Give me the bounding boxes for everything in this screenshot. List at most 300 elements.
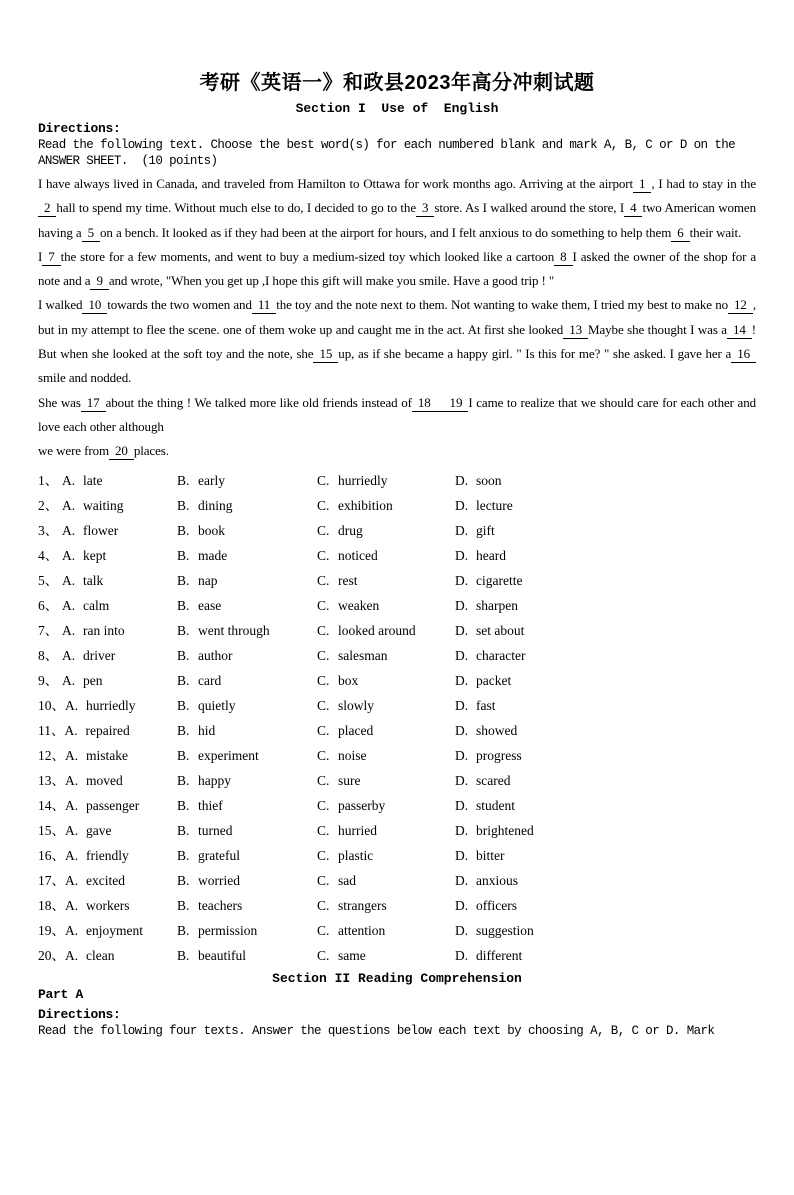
option-d bbox=[455, 843, 505, 868]
cloze-blank: 3 bbox=[416, 199, 434, 217]
option-text: bitter bbox=[476, 847, 505, 863]
option-text: grateful bbox=[198, 847, 240, 863]
option-c bbox=[317, 493, 393, 518]
passage-text: and wrote, "When you get up ,I hope this gift will make you smile. Have a good trip ! " bbox=[108, 273, 555, 289]
cloze-blank: 1 bbox=[633, 175, 651, 193]
option-letter: D. bbox=[455, 822, 469, 838]
option-d bbox=[455, 943, 522, 968]
option-letter: D. bbox=[455, 522, 469, 538]
option-c bbox=[317, 743, 367, 768]
question-row bbox=[38, 493, 756, 518]
cloze-blank: 14 bbox=[727, 321, 752, 339]
option-a bbox=[65, 793, 139, 818]
question-row bbox=[38, 893, 756, 918]
option-a bbox=[65, 818, 111, 843]
question-number: 3、 bbox=[38, 522, 59, 538]
question-row bbox=[38, 818, 756, 843]
option-a bbox=[62, 468, 103, 493]
option-text: turned bbox=[198, 822, 233, 838]
option-letter: D. bbox=[455, 897, 469, 913]
option-letter: D. bbox=[455, 797, 469, 813]
option-letter: C. bbox=[317, 947, 330, 963]
option-text: rest bbox=[338, 572, 358, 588]
option-letter: D. bbox=[455, 597, 469, 613]
option-text: teachers bbox=[198, 897, 243, 913]
option-letter: C. bbox=[317, 672, 330, 688]
option-letter: B. bbox=[177, 947, 190, 963]
question-row bbox=[38, 643, 756, 668]
option-b bbox=[177, 818, 233, 843]
option-letter: C. bbox=[317, 922, 330, 938]
question-row bbox=[38, 868, 756, 893]
option-letter: A. bbox=[62, 522, 76, 538]
question-row bbox=[38, 693, 756, 718]
passage-text: I bbox=[38, 248, 43, 264]
option-letter: D. bbox=[455, 747, 469, 763]
option-text: character bbox=[476, 647, 526, 663]
option-letter: C. bbox=[317, 572, 330, 588]
question-number: 11、 bbox=[38, 722, 65, 738]
option-letter: A. bbox=[62, 497, 76, 513]
option-d bbox=[455, 768, 510, 793]
option-c bbox=[317, 643, 388, 668]
option-a bbox=[65, 693, 136, 718]
question-number: 7、 bbox=[38, 622, 59, 638]
section2-directions-label: Directions: bbox=[38, 1006, 121, 1022]
passage-text: we were from bbox=[38, 443, 109, 459]
option-letter: D. bbox=[455, 647, 469, 663]
option-text: drug bbox=[338, 522, 363, 538]
option-letter: D. bbox=[455, 497, 469, 513]
option-text: exhibition bbox=[338, 497, 393, 513]
question-row bbox=[38, 918, 756, 943]
option-text: clean bbox=[86, 947, 115, 963]
cloze-blank: 4 bbox=[624, 199, 642, 217]
option-b bbox=[177, 643, 233, 668]
option-letter: B. bbox=[177, 797, 190, 813]
question-number: 17、 bbox=[38, 872, 65, 888]
question-number: 4、 bbox=[38, 547, 59, 563]
cloze-blank: 8 bbox=[554, 248, 572, 266]
option-letter: B. bbox=[177, 847, 190, 863]
option-letter: A. bbox=[65, 822, 79, 838]
option-text: flower bbox=[83, 522, 119, 538]
option-a bbox=[65, 743, 128, 768]
passage-paragraph bbox=[38, 439, 756, 463]
option-text: sad bbox=[338, 872, 356, 888]
option-letter: B. bbox=[177, 547, 190, 563]
option-c bbox=[317, 618, 416, 643]
option-a bbox=[62, 643, 115, 668]
option-text: placed bbox=[338, 722, 374, 738]
option-text: enjoyment bbox=[86, 922, 143, 938]
question-number: 5、 bbox=[38, 572, 59, 588]
question-row bbox=[38, 593, 756, 618]
option-letter: C. bbox=[317, 622, 330, 638]
option-letter: C. bbox=[317, 722, 330, 738]
option-b bbox=[177, 843, 240, 868]
cloze-blank: 15 bbox=[313, 345, 338, 363]
option-d bbox=[455, 493, 513, 518]
option-c bbox=[317, 593, 379, 618]
option-d bbox=[455, 893, 517, 918]
option-letter: A. bbox=[62, 547, 76, 563]
option-letter: B. bbox=[177, 747, 190, 763]
option-d bbox=[455, 743, 522, 768]
passage-text: , but in my attempt to flee the scene. one of them woke up and caught me in the act. At first she looked bbox=[38, 297, 756, 337]
option-text: calm bbox=[83, 597, 110, 613]
question-row bbox=[38, 518, 756, 543]
option-c bbox=[317, 668, 358, 693]
option-letter: A. bbox=[62, 647, 76, 663]
section2-part-label: Part A bbox=[38, 986, 84, 1002]
option-text: experiment bbox=[198, 747, 259, 763]
option-text: noticed bbox=[338, 547, 378, 563]
option-text: sharpen bbox=[476, 597, 518, 613]
option-text: student bbox=[476, 797, 515, 813]
option-letter: C. bbox=[317, 747, 330, 763]
cloze-blank: 17 bbox=[81, 394, 106, 412]
question-number: 14、 bbox=[38, 797, 65, 813]
option-text: brightened bbox=[476, 822, 534, 838]
question-row bbox=[38, 768, 756, 793]
question-number: 2、 bbox=[38, 497, 59, 513]
section2-directions-line1: Read the following four texts. Answer the questions below each text by choosing A, B, C or D. Mark bbox=[38, 1023, 715, 1038]
option-text: dining bbox=[198, 497, 233, 513]
option-text: noise bbox=[338, 747, 367, 763]
exam-document bbox=[0, 72, 794, 1195]
option-letter: C. bbox=[317, 597, 330, 613]
option-letter: A. bbox=[65, 947, 79, 963]
option-a bbox=[65, 918, 143, 943]
options-grid bbox=[38, 468, 756, 968]
section1-directions-line1: Read the following text. Choose the best word(s) for each numbered blank and mark A, B, C or D on the bbox=[38, 138, 736, 152]
option-b bbox=[177, 468, 225, 493]
option-letter: D. bbox=[455, 572, 469, 588]
option-letter: D. bbox=[455, 847, 469, 863]
option-text: set about bbox=[476, 622, 525, 638]
section1-directions-line2: ANSWER SHEET. (10 points) bbox=[38, 154, 218, 168]
passage-text: Maybe she thought I was a bbox=[588, 321, 727, 337]
passage-text: store. As I walked around the store, I bbox=[434, 200, 625, 216]
option-text: went through bbox=[198, 622, 270, 638]
question-row bbox=[38, 468, 756, 493]
question-row bbox=[38, 668, 756, 693]
question-number: 10、 bbox=[38, 697, 65, 713]
option-letter: B. bbox=[177, 622, 190, 638]
option-b bbox=[177, 718, 215, 743]
passage-paragraph bbox=[38, 172, 756, 245]
option-a bbox=[65, 868, 125, 893]
option-b bbox=[177, 943, 246, 968]
option-d bbox=[455, 568, 522, 593]
option-letter: C. bbox=[317, 497, 330, 513]
option-text: waiting bbox=[83, 497, 124, 513]
option-d bbox=[455, 543, 506, 568]
option-a bbox=[65, 843, 129, 868]
option-text: attention bbox=[338, 922, 386, 938]
option-text: hurriedly bbox=[338, 472, 388, 488]
option-letter: B. bbox=[177, 672, 190, 688]
option-text: worried bbox=[198, 872, 240, 888]
option-d bbox=[455, 468, 502, 493]
option-a bbox=[62, 668, 103, 693]
option-text: sure bbox=[338, 772, 361, 788]
option-letter: A. bbox=[62, 597, 76, 613]
option-text: workers bbox=[86, 897, 130, 913]
question-number: 1、 bbox=[38, 472, 59, 488]
question-number: 16、 bbox=[38, 847, 65, 863]
option-letter: B. bbox=[177, 897, 190, 913]
option-text: heard bbox=[476, 547, 506, 563]
cloze-passage bbox=[38, 172, 756, 464]
option-letter: D. bbox=[455, 697, 469, 713]
passage-text: hall to spend my time. Without much else to do, I decided to go to the bbox=[56, 200, 416, 216]
option-a bbox=[62, 518, 118, 543]
cloze-blank: 16 bbox=[731, 345, 756, 363]
passage-text: She was bbox=[38, 394, 81, 410]
option-a bbox=[65, 943, 114, 968]
option-text: quietly bbox=[198, 697, 236, 713]
option-letter: D. bbox=[455, 547, 469, 563]
option-letter: C. bbox=[317, 847, 330, 863]
cloze-blank: 10 bbox=[82, 296, 107, 314]
option-d bbox=[455, 518, 495, 543]
option-a bbox=[62, 618, 125, 643]
option-letter: D. bbox=[455, 947, 469, 963]
option-text: happy bbox=[198, 772, 231, 788]
passage-paragraph bbox=[38, 391, 756, 440]
option-text: ease bbox=[198, 597, 222, 613]
option-text: author bbox=[198, 647, 233, 663]
passage-text: I have always lived in Canada, and traveled from Hamilton to Ottawa for work months ago. Arriving at the airport bbox=[38, 176, 633, 191]
option-b bbox=[177, 543, 227, 568]
option-text: strangers bbox=[338, 897, 387, 913]
option-letter: A. bbox=[65, 847, 79, 863]
passage-text: I asked the owner of the shop for a note and a bbox=[38, 248, 756, 289]
option-text: driver bbox=[83, 647, 116, 663]
question-number: 8、 bbox=[38, 647, 59, 663]
option-a bbox=[62, 568, 103, 593]
option-text: showed bbox=[476, 722, 518, 738]
section2-heading: Section II Reading Comprehension bbox=[272, 970, 522, 986]
option-text: talk bbox=[83, 572, 104, 588]
question-number: 9、 bbox=[38, 672, 59, 688]
passage-text: , I had to stay in the bbox=[651, 176, 756, 191]
option-b bbox=[177, 868, 240, 893]
passage-text: their wait. bbox=[689, 224, 742, 240]
option-letter: B. bbox=[177, 697, 190, 713]
question-number: 12、 bbox=[38, 747, 65, 763]
option-d bbox=[455, 718, 517, 743]
option-text: beautiful bbox=[198, 947, 246, 963]
cloze-blank: 2 bbox=[38, 199, 56, 217]
option-b bbox=[177, 768, 231, 793]
option-letter: D. bbox=[455, 922, 469, 938]
cloze-blank: 13 bbox=[563, 321, 588, 339]
option-a bbox=[65, 768, 123, 793]
option-letter: C. bbox=[317, 872, 330, 888]
option-letter: D. bbox=[455, 622, 469, 638]
passage-text: about the thing ! We talked more like old friends instead of bbox=[105, 394, 412, 410]
option-b bbox=[177, 793, 223, 818]
option-text: packet bbox=[476, 672, 512, 688]
passage-paragraph bbox=[38, 245, 756, 294]
option-text: progress bbox=[476, 747, 522, 763]
passage-paragraph bbox=[38, 293, 756, 390]
option-letter: A. bbox=[62, 622, 76, 638]
passage-text: on a bench. It looked as if they had been at the airport for hours, and I felt anxious to do something to help them bbox=[100, 224, 672, 240]
option-letter: C. bbox=[317, 772, 330, 788]
option-text: gift bbox=[476, 522, 495, 538]
option-text: excited bbox=[86, 872, 125, 888]
option-c bbox=[317, 818, 377, 843]
passage-text: the toy and the note next to them. Not wanting to wake them, I tried my best to make no bbox=[276, 297, 729, 313]
option-text: nap bbox=[198, 572, 218, 588]
option-letter: B. bbox=[177, 922, 190, 938]
option-d bbox=[455, 618, 524, 643]
cloze-blank: 6 bbox=[671, 224, 689, 242]
option-letter: D. bbox=[455, 772, 469, 788]
cloze-blank: 20 bbox=[109, 442, 134, 460]
option-c bbox=[317, 943, 366, 968]
question-number: 15、 bbox=[38, 822, 65, 838]
option-letter: B. bbox=[177, 522, 190, 538]
option-text: hid bbox=[198, 722, 216, 738]
passage-text: ! But when she looked at the soft toy and the note, she bbox=[38, 321, 757, 362]
option-d bbox=[455, 918, 534, 943]
cloze-blank: 18 19 bbox=[412, 394, 469, 412]
passage-text: smile and nodded. bbox=[38, 370, 132, 386]
question-number: 6、 bbox=[38, 597, 59, 613]
option-letter: C. bbox=[317, 647, 330, 663]
option-letter: D. bbox=[455, 872, 469, 888]
option-text: passenger bbox=[86, 797, 140, 813]
option-c bbox=[317, 568, 358, 593]
option-letter: A. bbox=[65, 697, 79, 713]
passage-text: I walked bbox=[38, 297, 83, 313]
option-c bbox=[317, 893, 387, 918]
option-text: looked around bbox=[338, 622, 416, 638]
option-letter: A. bbox=[65, 872, 79, 888]
option-letter: B. bbox=[177, 872, 190, 888]
option-letter: D. bbox=[455, 472, 469, 488]
option-a bbox=[65, 718, 130, 743]
passage-text: two American women having a bbox=[38, 200, 756, 240]
option-letter: B. bbox=[177, 572, 190, 588]
cloze-blank: 11 bbox=[252, 296, 276, 314]
option-text: book bbox=[198, 522, 225, 538]
passage-text: the store for a few moments, and went to buy a medium-sized toy which looked like a cartoon bbox=[60, 248, 555, 264]
option-text: repaired bbox=[85, 722, 130, 738]
option-b bbox=[177, 743, 259, 768]
option-letter: C. bbox=[317, 897, 330, 913]
option-d bbox=[455, 818, 534, 843]
option-c bbox=[317, 718, 373, 743]
question-row bbox=[38, 718, 756, 743]
option-letter: A. bbox=[65, 797, 79, 813]
option-text: early bbox=[198, 472, 225, 488]
option-text: cigarette bbox=[476, 572, 523, 588]
cloze-blank: 7 bbox=[42, 248, 60, 266]
option-d bbox=[455, 693, 496, 718]
option-b bbox=[177, 518, 225, 543]
option-text: scared bbox=[476, 772, 511, 788]
option-text: different bbox=[476, 947, 523, 963]
option-letter: B. bbox=[177, 472, 190, 488]
option-letter: A. bbox=[65, 747, 79, 763]
question-row bbox=[38, 568, 756, 593]
option-letter: B. bbox=[177, 647, 190, 663]
option-letter: A. bbox=[65, 897, 79, 913]
option-b bbox=[177, 918, 257, 943]
option-text: made bbox=[198, 547, 228, 563]
option-letter: A. bbox=[62, 472, 76, 488]
option-b bbox=[177, 493, 233, 518]
option-c bbox=[317, 793, 385, 818]
question-row bbox=[38, 618, 756, 643]
question-number: 13、 bbox=[38, 772, 65, 788]
option-letter: C. bbox=[317, 797, 330, 813]
passage-text: places. bbox=[133, 443, 169, 459]
option-text: gave bbox=[86, 822, 112, 838]
option-text: slowly bbox=[338, 697, 375, 713]
option-text: weaken bbox=[338, 597, 380, 613]
option-letter: A. bbox=[65, 772, 79, 788]
question-row bbox=[38, 743, 756, 768]
option-b bbox=[177, 618, 270, 643]
option-text: salesman bbox=[338, 647, 388, 663]
question-number: 20、 bbox=[38, 947, 65, 963]
option-d bbox=[455, 593, 518, 618]
option-letter: A. bbox=[62, 572, 76, 588]
option-text: passerby bbox=[338, 797, 386, 813]
option-text: soon bbox=[476, 472, 502, 488]
option-d bbox=[455, 668, 511, 693]
option-text: suggestion bbox=[476, 922, 534, 938]
option-d bbox=[455, 793, 515, 818]
option-b bbox=[177, 568, 218, 593]
passage-text: towards the two women and bbox=[107, 297, 252, 313]
section1-heading: Section I Use of English bbox=[295, 101, 499, 116]
option-text: hurriedly bbox=[86, 697, 136, 713]
option-d bbox=[455, 643, 525, 668]
question-row bbox=[38, 543, 756, 568]
option-text: box bbox=[338, 672, 359, 688]
option-letter: B. bbox=[177, 722, 190, 738]
passage-text: up, as if she became a happy girl. " Is this for me? " she asked. I gave her a bbox=[338, 346, 732, 362]
option-letter: B. bbox=[177, 497, 190, 513]
option-text: card bbox=[198, 672, 222, 688]
cloze-blank: 12 bbox=[728, 296, 753, 314]
option-b bbox=[177, 668, 221, 693]
option-letter: B. bbox=[177, 772, 190, 788]
option-c bbox=[317, 693, 374, 718]
question-number: 18、 bbox=[38, 897, 65, 913]
option-letter: D. bbox=[455, 672, 469, 688]
option-text: hurried bbox=[338, 822, 377, 838]
option-text: thief bbox=[198, 797, 223, 813]
option-text: lecture bbox=[476, 497, 513, 513]
cloze-blank: 5 bbox=[82, 224, 100, 242]
question-number: 19、 bbox=[38, 922, 65, 938]
question-row bbox=[38, 793, 756, 818]
question-row bbox=[38, 843, 756, 868]
option-a bbox=[62, 593, 109, 618]
option-text: officers bbox=[476, 897, 517, 913]
option-c bbox=[317, 868, 356, 893]
option-letter: A. bbox=[65, 922, 79, 938]
